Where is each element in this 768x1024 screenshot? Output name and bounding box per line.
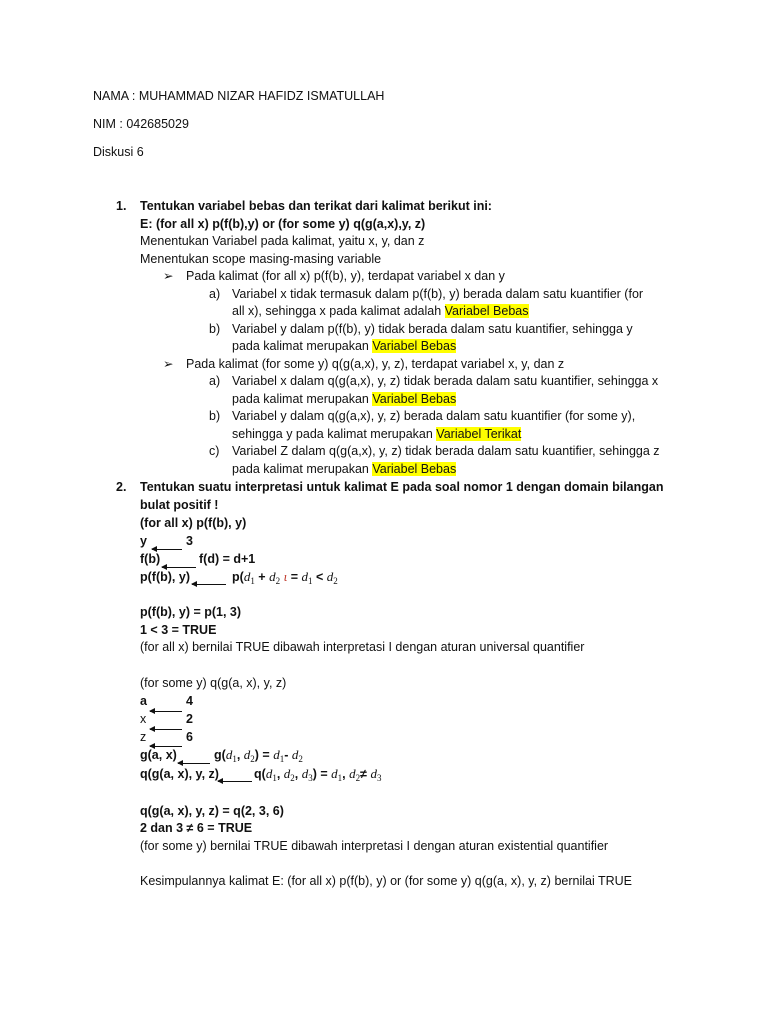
list-marker: a) [209, 287, 221, 301]
q1-variables-line: Menentukan Variabel pada kalimat, yaitu x, y, dan z [140, 234, 425, 248]
highlight-terikat: Variabel Terikat [436, 427, 522, 441]
q1-b2c-line2: pada kalimat merupakan Variabel Bebas [232, 462, 457, 476]
bullet-arrow-icon: ➢ [163, 269, 174, 283]
q1-b1a-line1: Variabel x tidak termasuk dalam p(f(b), y) berada dalam satu kuantifier (for [232, 287, 644, 301]
q2-number: 2. [116, 480, 127, 494]
q2-title-line1: Tentukan suatu interpretasi untuk kalimat E pada soal nomor 1 dengan domain bilangan [140, 480, 664, 494]
q1-b2b-line1: Variabel y dalam q(g(a,x), y, z) berada dalam satu kuantifier (for some y), [232, 409, 636, 423]
q1-b1b-line2: pada kalimat merupakan Variabel Bebas [232, 339, 457, 353]
q2-title-line2: bulat positif ! [140, 498, 219, 512]
q1-bullet-2: Pada kalimat (for some y) q(g(a,x), y, z), terdapat variabel x, y, dan z [186, 357, 565, 371]
highlight-bebas: Variabel Bebas [372, 462, 457, 476]
neq-result: 2 dan 3 ≠ 6 = TRUE [140, 821, 253, 835]
q-evaluation: q(g(a, x), y, z) = q(2, 3, 6) [140, 804, 284, 818]
var-a: a [140, 694, 147, 708]
pred-pfby: p(f(b), y) [140, 570, 190, 584]
func-fd-definition: f(d) = d+1 [199, 552, 256, 566]
q1-number: 1. [116, 199, 127, 213]
q1-b1b-line1: Variabel y dalam p(f(b), y) tidak berada dalam satu kuantifier, sehingga y [232, 322, 633, 336]
var-a-value: 4 [186, 694, 193, 708]
left-arrow-icon [178, 763, 210, 764]
left-arrow-icon [150, 729, 182, 730]
list-marker: a) [209, 374, 221, 388]
pred-q-definition: $q(d_1$, $d_2$, $d_3) = d_1$, $d_2\ne d_3$ [254, 766, 382, 783]
list-marker: c) [209, 444, 220, 458]
final-conclusion: Kesimpulannya kalimat E: (for all x) p(f(b), y) or (for some y) q(g(a, x), y, z) bernilai TRUE [140, 874, 633, 888]
left-arrow-icon [218, 781, 252, 782]
q1-expression: E: (for all x) p(f(b),y) or (for some y) q(g(a,x),y, z) [140, 217, 426, 231]
highlight-bebas: Variabel Bebas [372, 392, 457, 406]
q2-forall-expression: (for all x) p(f(b), y) [140, 516, 247, 530]
var-x: x [140, 712, 147, 726]
list-marker: b) [209, 322, 221, 336]
pred-qgaxyz: q(g(a, x), y, z) [140, 767, 219, 781]
var-y-value: 3 [186, 534, 193, 548]
q1-bullet-1: Pada kalimat (for all x) p(f(b), y), terdapat variabel x dan y [186, 269, 505, 283]
forall-conclusion: (for all x) bernilai TRUE dibawah interpretasi I dengan aturan universal quantifier [140, 640, 585, 654]
q1-b2a-line1: Variabel x dalam q(g(a,x), y, z) tidak berada dalam satu kuantifier, sehingga x [232, 374, 659, 388]
q1-b1a-line2: all x), sehingga x pada kalimat adalah Variabel Bebas [232, 304, 529, 318]
highlight-bebas: Variabel Bebas [372, 339, 457, 353]
q1-b2c-line1: Variabel Z dalam q(g(a,x), y, z) tidak berada dalam satu kuantifier, sehingga z [232, 444, 660, 458]
student-name: NAMA : MUHAMMAD NIZAR HAFIDZ ISMATULLAH [93, 89, 385, 103]
func-fb: f(b) [140, 552, 161, 566]
q1-b2b-line2: sehingga y pada kalimat merupakan Variabel Terikat [232, 427, 522, 441]
left-arrow-icon [162, 567, 196, 568]
left-arrow-icon [150, 711, 182, 712]
highlight-bebas: Variabel Bebas [444, 304, 529, 318]
q1-title: Tentukan variabel bebas dan terikat dari kalimat berikut ini: [140, 199, 492, 213]
bullet-arrow-icon: ➢ [163, 357, 174, 371]
var-z-value: 6 [186, 730, 193, 744]
discussion-label: Diskusi 6 [93, 145, 144, 159]
list-marker: b) [209, 409, 221, 423]
student-nim: NIM : 042685029 [93, 117, 189, 131]
left-arrow-icon [152, 549, 182, 550]
var-x-value: 2 [186, 712, 193, 726]
q1-b2a-line2: pada kalimat merupakan Variabel Bebas [232, 392, 457, 406]
less-than-result: 1 < 3 = TRUE [140, 623, 217, 637]
var-z: z [140, 730, 147, 744]
left-arrow-icon [192, 584, 226, 585]
q2-forsome-expression: (for some y) q(g(a, x), y, z) [140, 676, 287, 690]
pfby-evaluation: p(f(b), y) = p(1, 3) [140, 605, 242, 619]
func-gax: g(a, x) [140, 748, 177, 762]
q1-scope-line: Menentukan scope masing-masing variable [140, 252, 382, 266]
forsome-conclusion: (for some y) bernilai TRUE dibawah interpretasi I dengan aturan existential quantifier [140, 839, 609, 853]
pred-p-definition: $p(d_1 + d_2$ $\iota = d_1 < d_2$ [232, 569, 338, 586]
var-y: y [140, 534, 147, 548]
func-g-definition: $g(d_1$, $d_2) = d_1-$ $d_2$ [214, 747, 303, 764]
